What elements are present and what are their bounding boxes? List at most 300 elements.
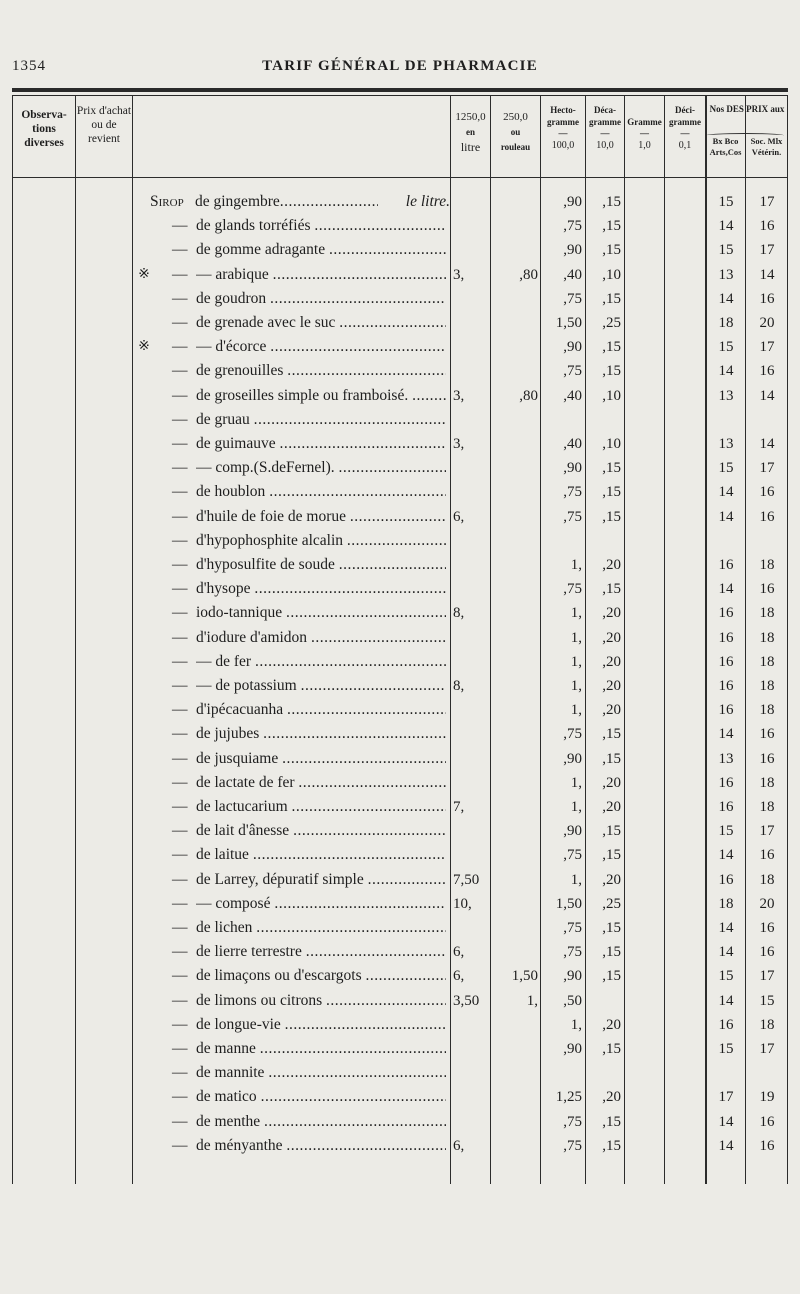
cell-deca: ,20 [602,702,621,719]
col-prix-title: Nos DES PRIX aux [709,104,785,114]
row-prefix: — [172,410,188,428]
cell-prix-1: 16 [718,653,734,670]
row-prefix: — [172,1112,188,1130]
row-label: — de fer ..... [196,650,446,674]
cell-prix-2: 20 [759,895,775,912]
table-row [12,964,788,988]
cell-deca: ,20 [602,653,621,670]
row-prefix: — [172,241,188,259]
table-row [12,432,788,456]
cell-prix-1: 15 [718,460,734,477]
cell-deca: ,15 [602,944,621,961]
cell-prix-2: 18 [759,629,775,646]
col-deca: Déca- gramme — 10,0 [589,105,621,151]
cell-prix-2: 16 [759,581,775,598]
cell-hecto: ,75 [563,290,582,307]
table-row [12,747,788,771]
cell-deca: ,15 [602,339,621,356]
cell-prix-1: 16 [718,605,734,622]
col-gramme: Gramme — 1,0 [627,117,662,151]
cell-prix-1: 15 [718,242,734,259]
row-prefix: — [172,652,188,670]
row-label: d'iodure d'amidon ..... [196,626,446,650]
cell-deca: ,10 [602,436,621,452]
col-prix-sub1: Bx Bco Arts,Cos [709,136,742,157]
row-label: — composé ..... [196,892,446,916]
cell-hecto: ,90 [563,460,582,477]
cell-prix-2: 16 [759,484,775,501]
cell-hecto: ,90 [563,339,582,356]
table-row [12,722,788,746]
cell-prix-2: 14 [759,266,775,283]
cell-litre: 3,50 [453,992,480,1009]
cell-prix-1: 14 [718,726,734,743]
row-label: de lactate de fer ..... [196,771,446,795]
row-label: de gruau ..... [196,408,446,432]
cell-litre: 7, [453,799,465,815]
cell-prix-2: 16 [759,920,775,936]
cell-hecto: ,75 [563,847,582,864]
cell-litre: 6, [453,1137,465,1154]
row-prefix: — [172,1040,188,1057]
row-prefix: — [172,265,188,283]
table-row [12,868,788,892]
cell-hecto: 1, [570,1016,582,1033]
cell-hecto: ,90 [563,1041,582,1057]
table-row [12,1110,788,1134]
table-row [12,771,788,795]
cell-rouleau: 1, [526,992,538,1009]
cell-prix-1: 13 [718,436,734,452]
row-label: de grenade avec le suc ..... [196,311,446,335]
cell-deca: ,15 [602,847,621,864]
col-prix-sub2: Soc. Mlx Vétérin. [750,136,783,157]
cell-prix-2: 17 [759,968,775,985]
table-row [12,674,788,698]
row-prefix: — [172,822,188,840]
cell-deca: ,15 [602,581,621,598]
cell-prix-2: 16 [759,1137,775,1154]
cell-litre: 6, [453,508,465,525]
row-label: de groseilles simple ou framboisé. ..... [196,384,446,408]
row-prefix: — [172,1088,188,1106]
cell-litre: 3, [453,266,465,283]
cell-hecto: ,50 [563,992,582,1009]
cell-prix-1: 18 [718,895,734,912]
cell-hecto: ,75 [563,581,582,598]
row-label: de limaçons ou d'escargots ..... [196,964,446,988]
cell-hecto: 1, [570,605,582,622]
row-label: de ményanthe ..... [196,1134,446,1158]
row-prefix: — [172,846,188,864]
row-label: d'hyposulfite de soude ..... [196,553,446,577]
cell-prix-1: 16 [718,678,734,694]
row-prefix: — [172,338,188,356]
col-deci: Déci- gramme — 0,1 [669,105,701,151]
row-unit: le litre. [378,190,450,214]
table-row [12,384,788,408]
col-prix-achat: Prix d'achat ou de revient [76,105,132,145]
cell-prix-2: 18 [759,1016,775,1033]
row-prefix: — [172,967,188,985]
cell-prix-1: 14 [718,1113,734,1130]
row-prefix: — [172,314,188,331]
row-label: de longue-vie ..... [196,1013,446,1037]
cell-prix-2: 18 [759,702,775,719]
col-observations: Observa- tions diverses [21,109,67,149]
row-prefix: — [172,531,188,549]
cell-deca: ,15 [602,750,621,767]
cell-hecto: ,75 [563,484,582,501]
table-row [12,601,788,625]
cell-litre: 3, [453,436,465,452]
row-label: iodo-tannique ..... [196,601,446,625]
cell-prix-1: 14 [718,992,734,1009]
cell-prix-1: 13 [718,266,734,283]
table-row [12,843,788,867]
cell-prix-2: 16 [759,726,775,743]
row-prefix: — [172,798,188,815]
cell-prix-1: 16 [718,871,734,888]
row-marker: ※ [138,266,150,282]
cell-prix-1: 15 [718,823,734,840]
row-label: de glands torréfiés ..... [196,214,446,238]
table-row [12,1037,788,1061]
row-label: d'huile de foie de morue ..... [196,505,446,529]
row-label: de jujubes ..... [196,722,446,746]
cell-prix-2: 15 [759,992,775,1009]
row-prefix: — [172,1064,188,1082]
cell-deca: ,15 [602,1113,621,1130]
cell-hecto: 1, [570,702,582,719]
cell-deca: ,15 [602,242,621,259]
row-label: de lait d'ânesse ..... [196,819,446,843]
row-label: de lierre terrestre ..... [196,940,446,964]
table-row [12,505,788,529]
cell-rouleau: ,80 [519,266,538,283]
cell-prix-2: 18 [759,653,775,670]
cell-hecto: ,75 [563,944,582,961]
row-prefix: — [172,459,188,477]
cell-prix-2: 18 [759,871,775,888]
cell-prix-1: 16 [718,557,734,573]
cell-deca: ,20 [602,1089,621,1106]
row-marker: ※ [138,339,150,355]
row-prefix: — [172,1136,188,1154]
cell-litre: 6, [453,944,465,961]
cell-hecto: ,75 [563,218,582,235]
table-row [12,263,788,287]
running-title: TARIF GÉNÉRAL DE PHARMACIE [262,58,538,74]
cell-hecto: 1,25 [555,1089,582,1106]
row-label: — d'écorce ..... [196,335,446,359]
cell-prix-2: 18 [759,557,775,573]
cell-prix-2: 16 [759,363,775,380]
table-row [12,359,788,383]
row-label: de Larrey, dépuratif simple ..... [196,868,446,892]
cell-prix-2: 18 [759,799,775,815]
cell-deca: ,20 [602,678,621,694]
cell-prix-1: 16 [718,702,734,719]
cell-rouleau: 1,50 [511,968,538,985]
cell-hecto: ,75 [563,508,582,525]
row-label: de goudron ..... [196,287,446,311]
cell-prix-2: 17 [759,339,775,356]
cell-prix-2: 17 [759,242,775,259]
row-label: de guimauve ..... [196,432,446,456]
cell-hecto: ,90 [563,194,582,210]
row-prefix: — [172,217,188,235]
row-prefix: — [172,435,188,452]
cell-hecto: 1,50 [555,895,582,912]
cell-deca: ,10 [602,387,621,404]
col-250: 250,0 ou rouleau [500,111,531,152]
cell-hecto: ,40 [563,436,582,452]
cell-prix-1: 17 [718,1089,734,1106]
cell-prix-2: 16 [759,218,775,235]
table-row [12,1013,788,1037]
row-prefix: — [172,919,188,936]
table-row [12,553,788,577]
cell-prix-1: 14 [718,1137,734,1154]
cell-hecto: 1, [570,871,582,888]
table-row [12,190,788,214]
cell-deca: ,15 [602,290,621,307]
cell-prix-2: 20 [759,315,775,331]
cell-hecto: ,75 [563,920,582,936]
table-row [12,238,788,262]
table-row [12,577,788,601]
cell-prix-2: 16 [759,847,775,864]
cell-prix-2: 18 [759,774,775,791]
row-label: — arabique ..... [196,263,446,287]
table-row [12,408,788,432]
cell-prix-2: 17 [759,460,775,477]
cell-prix-1: 14 [718,290,734,307]
cell-prix-2: 18 [759,678,775,694]
row-prefix: — [172,386,188,404]
row-prefix: — [172,701,188,719]
cell-hecto: ,40 [563,387,582,404]
cell-prix-1: 14 [718,508,734,525]
cell-deca: ,20 [602,557,621,573]
row-label: d'hypophosphite alcalin ..... [196,529,446,553]
cell-hecto: ,40 [563,266,582,283]
row-label: de jusquiame ..... [196,747,446,771]
row-prefix: — [172,580,188,598]
cell-prix-2: 19 [759,1089,775,1106]
table-row [12,795,788,819]
table-row [12,892,788,916]
row-label: — de potassium ..... [196,674,446,698]
col-hecto: Hecto- gramme — 100,0 [547,105,579,151]
cell-prix-1: 16 [718,629,734,646]
row-label: de houblon ..... [196,480,446,504]
cell-deca: ,15 [602,363,621,380]
cell-prix-1: 15 [718,339,734,356]
cell-prix-1: 14 [718,944,734,961]
table-row [12,698,788,722]
cell-prix-2: 17 [759,194,775,210]
row-label: de gingembre ..... [195,190,446,214]
cell-deca: ,20 [602,871,621,888]
cell-hecto: ,90 [563,750,582,767]
cell-hecto: 1, [570,774,582,791]
cell-prix-1: 16 [718,774,734,791]
row-label: d'ipécacuanha ..... [196,698,446,722]
row-label: de lichen ..... [196,916,446,940]
row-prefix: — [172,507,188,525]
row-label: d'hysope ..... [196,577,446,601]
cell-litre: 3, [453,387,465,404]
cell-prix-1: 15 [718,968,734,985]
top-rule [12,88,788,92]
cell-hecto: 1,50 [555,315,582,331]
cell-prix-1: 14 [718,218,734,235]
table-row [12,989,788,1013]
row-prefix: — [172,1015,188,1033]
table-row [12,819,788,843]
row-label: de grenouilles ..... [196,359,446,383]
cell-hecto: ,75 [563,726,582,743]
row-prefix: — [172,749,188,767]
cell-deca: ,10 [602,266,621,283]
table-row [12,214,788,238]
cell-deca: ,15 [602,218,621,235]
row-label: de menthe ..... [196,1110,446,1134]
cell-prix-1: 14 [718,581,734,598]
cell-deca: ,15 [602,920,621,936]
cell-deca: ,15 [602,1041,621,1057]
cell-litre: 6, [453,968,465,985]
cell-deca: ,20 [602,605,621,622]
row-label: de mannite ..... [196,1061,446,1085]
cell-hecto: ,75 [563,1137,582,1154]
cell-deca: ,20 [602,799,621,815]
cell-prix-1: 14 [718,484,734,501]
cell-prix-1: 13 [718,387,734,404]
cell-hecto: ,75 [563,1113,582,1130]
cell-prix-1: 16 [718,799,734,815]
cell-deca: ,25 [602,315,621,331]
cell-prix-1: 15 [718,194,734,210]
row-prefix: — [172,483,188,501]
cell-deca: ,15 [602,968,621,985]
cell-prix-2: 17 [759,1041,775,1057]
table-row [12,529,788,553]
cell-prix-1: 16 [718,1016,734,1033]
row-prefix: — [172,628,188,646]
cell-prix-2: 16 [759,1113,775,1130]
row-label: de laitue ..... [196,843,446,867]
table-row [12,311,788,335]
cell-prix-2: 17 [759,823,775,840]
row-label: de lactucarium ..... [196,795,446,819]
cell-hecto: ,90 [563,968,582,985]
cell-hecto: 1, [570,629,582,646]
cell-prix-2: 16 [759,290,775,307]
cell-prix-2: 14 [759,387,775,404]
cell-prix-1: 14 [718,363,734,380]
page-number: 1354 [12,58,46,74]
cell-deca: ,15 [602,194,621,210]
table-row [12,650,788,674]
cell-hecto: 1, [570,557,582,573]
table-row [12,287,788,311]
row-prefix: — [172,289,188,307]
table-row [12,916,788,940]
table-row [12,626,788,650]
cell-prix-1: 14 [718,847,734,864]
cell-prix-2: 16 [759,508,775,525]
table-row [12,940,788,964]
row-prefix: — [172,991,188,1009]
cell-hecto: 1, [570,653,582,670]
row-prefix: — [172,725,188,743]
cell-prix-2: 14 [759,436,775,452]
row-prefix: — [172,894,188,912]
row-prefix: — [172,773,188,791]
table-row [12,456,788,480]
cell-prix-1: 13 [718,750,734,767]
cell-deca: ,20 [602,774,621,791]
cell-deca: ,25 [602,895,621,912]
cell-hecto: 1, [570,678,582,694]
table-row [12,1134,788,1158]
cell-prix-1: 18 [718,315,734,331]
row-prefix: — [172,362,188,380]
col-1250: 1250,0 en litre [455,111,486,154]
cell-hecto: ,90 [563,242,582,259]
row-prefix: — [172,943,188,961]
cell-deca: ,15 [602,726,621,743]
cell-deca: ,15 [602,484,621,501]
cell-hecto: ,75 [563,363,582,380]
table-row [12,1085,788,1109]
cell-deca: ,15 [602,823,621,840]
row-label: de gomme adragante ..... [196,238,446,262]
cell-prix-1: 14 [718,920,734,936]
row-prefix: — [172,556,188,573]
row-label: — comp.(S.deFernel). ..... [196,456,446,480]
cell-hecto: 1, [570,799,582,815]
cell-deca: ,20 [602,1016,621,1033]
row-prefix: — [172,870,188,888]
tariff-table [12,96,788,1184]
row-label: de limons ou citrons ..... [196,989,446,1013]
cell-litre: 7,50 [453,871,480,888]
cell-hecto: ,90 [563,823,582,840]
row-prefix: — [172,677,188,694]
cell-deca: ,15 [602,460,621,477]
cell-prix-2: 18 [759,605,775,622]
cell-deca: ,15 [602,1137,621,1154]
row-label: de matico ..... [196,1085,446,1109]
row-prefix: Sirop [150,193,184,210]
row-prefix: — [172,604,188,622]
table-row [12,480,788,504]
cell-litre: 8, [453,605,465,622]
cell-litre: 10, [453,895,472,912]
table-row [12,1061,788,1085]
cell-deca: ,15 [602,508,621,525]
cell-litre: 8, [453,678,465,694]
table-row [12,335,788,359]
row-label: de manne ..... [196,1037,446,1061]
cell-rouleau: ,80 [519,387,538,404]
cell-prix-2: 16 [759,944,775,961]
cell-prix-2: 16 [759,750,775,767]
